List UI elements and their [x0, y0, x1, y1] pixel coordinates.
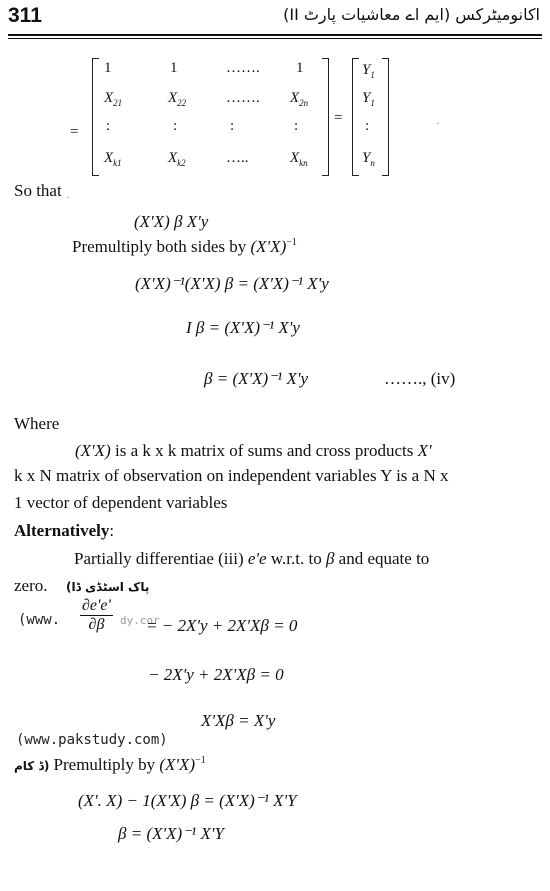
equation-9: β = (X'X)⁻¹ X'Y: [118, 824, 224, 843]
equation-1: (X'X) β X'y: [134, 212, 209, 231]
matrix-right-bracket: [322, 58, 329, 176]
where-line-1: (X'X) is a k x k matrix of sums and cross products X': [75, 441, 432, 460]
premultiply-both-sides-line: Premultiply both sides by $(X'X)^{-1}$: [72, 237, 297, 256]
partially-differentiate-line: Partially differentiae (iii) e'e w.r.t. to β and equate to: [74, 549, 430, 568]
page-number: 311: [8, 4, 42, 27]
margin-mark: ·: [436, 116, 440, 130]
matrix-middle-equals: =: [334, 110, 343, 126]
equation-4-label: ……., (iv): [384, 369, 456, 388]
matrix-cell: $X_{22}$: [168, 90, 187, 108]
vector-cell: :: [365, 118, 370, 134]
matrix-cell: 1: [104, 60, 112, 76]
matrix-cell: $X_{2n}$: [290, 90, 309, 108]
equation-2: (X'X)⁻¹(X'X) β = (X'X)⁻¹ X'y: [135, 274, 329, 293]
alternatively-heading: Alternatively:: [14, 521, 115, 540]
vector-left-bracket: [352, 58, 359, 176]
matrix-cell: …….: [226, 90, 260, 106]
equation-6: − 2X'y + 2X'Xβ = 0: [148, 665, 284, 684]
matrix-cell: 1: [170, 60, 178, 76]
vector-right-bracket: [382, 58, 389, 176]
matrix-leading-equals: =: [70, 124, 79, 140]
header-rule: [8, 34, 542, 36]
matrix-cell: $X_{k2}$: [168, 150, 186, 168]
matrix-cell: :: [106, 118, 111, 134]
header-rule-thin: [8, 38, 542, 39]
equation-7: X'Xβ = X'y: [201, 711, 276, 730]
zero-text: zero.: [14, 576, 48, 595]
so-that-text: So that: [14, 181, 62, 200]
where-text: Where: [14, 414, 60, 433]
where-line-2: k x N matrix of observation on independent variables Y is a N x: [14, 466, 449, 485]
equation-5: = − 2X'y + 2X'Xβ = 0: [146, 616, 298, 635]
derivative-fraction: $\frac{\partial e'e'}{\partial\beta}$: [82, 597, 111, 633]
equation-4: β = (X'X)⁻¹ X'y: [204, 369, 309, 388]
equation-8: (X'. X) − 1(X'X) β = (X'X)⁻¹ X'Y: [78, 791, 297, 810]
vector-cell: $Y_1$: [362, 90, 375, 108]
watermark-url: (www.pakstudy.com): [16, 732, 168, 748]
matrix-cell: $X_{k1}$: [104, 150, 122, 168]
matrix-left-bracket: [92, 58, 99, 176]
where-line-3: 1 vector of dependent variables: [14, 493, 228, 512]
premultiply-line: ڈ کام) Premultiply by $(X'X)^{-1}$: [14, 755, 206, 774]
margin-mark: ·: [66, 190, 70, 204]
urdu-watermark: (پاک اسٹڈی ڈا: [66, 580, 150, 594]
matrix-cell: $X_{21}$: [104, 90, 123, 108]
matrix-cell: :: [294, 118, 299, 134]
matrix-cell: :: [173, 118, 178, 134]
vector-cell: $Y_n$: [362, 150, 375, 168]
matrix-cell: :: [230, 118, 235, 134]
vector-cell: $Y_1$: [362, 62, 375, 80]
watermark-fragment: (www.: [18, 612, 61, 628]
watermark-fragment-faint: dy.cor: [120, 614, 160, 627]
matrix-cell: …..: [226, 150, 249, 166]
matrix-cell: $X_{kn}$: [290, 150, 308, 168]
running-head: اکانومیٹرکس (ایم اے معاشیات پارٹ II): [283, 5, 540, 24]
matrix-cell: …….: [226, 60, 260, 76]
equation-3: I β = (X'X)⁻¹ X'y: [186, 318, 300, 337]
matrix-cell: 1: [296, 60, 304, 76]
